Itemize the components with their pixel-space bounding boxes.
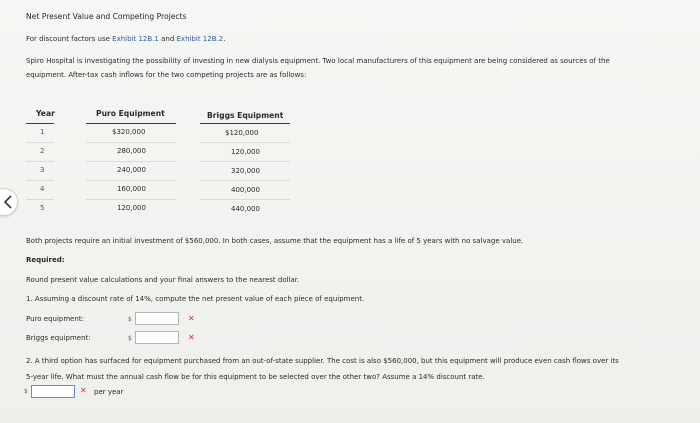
- table-row: [26, 200, 291, 219]
- x-mark-icon: ✕: [80, 386, 87, 395]
- question-2-line-1: 2. A third option has surfaced for equipment purchased from an out-of-state supplier. The cost is also $560,000, but this equipment will produce even cash flows over its: [26, 357, 619, 365]
- investment-note: Both projects require an initial investment of $560,000. In both cases, assume that the equipment has a life of 5 years with no salvage value.: [26, 237, 524, 245]
- subtitle-suffix: .: [223, 35, 226, 43]
- intro-line-1: Spiro Hospital is investigating the possibility of investing in new dialysis equipment. Two local manufacturers of this equipment are being considered as sources of the: [26, 57, 610, 65]
- exhibit-12b2-link[interactable]: Exhibit 12B.2: [176, 35, 224, 43]
- year-cell: 1: [40, 128, 45, 136]
- puro-npv-input[interactable]: [135, 312, 179, 325]
- intro-line-2: equipment. After-tax cash inflows for the two competing projects are as follows:: [26, 71, 307, 79]
- chevron-left-icon: [3, 195, 13, 209]
- puro-cell: 160,000: [117, 185, 146, 193]
- currency-symbol: $: [24, 388, 28, 395]
- puro-cell: $320,000: [112, 128, 146, 136]
- back-button[interactable]: [0, 188, 18, 216]
- puro-npv-label: Puro equipment:: [26, 315, 85, 323]
- question-2-line-2: 5-year life. What must the annual cash flow be for this equipment to be selected over the other two? Assume a 14% discount rate.: [26, 373, 485, 381]
- table-row: [26, 124, 291, 143]
- per-year-label: per year: [94, 388, 124, 396]
- x-mark-icon: ✕: [188, 314, 195, 323]
- required-heading: Required:: [26, 256, 65, 264]
- exhibit-12b1-link[interactable]: Exhibit 12B.1: [112, 35, 159, 43]
- puro-cell: 240,000: [117, 166, 146, 174]
- subtitle-prefix: For discount factors use: [26, 35, 113, 43]
- currency-symbol: $: [128, 335, 132, 342]
- briggs-cell: 320,000: [231, 167, 260, 175]
- currency-symbol: $: [128, 316, 132, 323]
- briggs-cell: 440,000: [231, 205, 260, 213]
- question-1: 1. Assuming a discount rate of 14%, compute the net present value of each piece of equipment.: [26, 295, 365, 303]
- briggs-npv-input[interactable]: [135, 331, 179, 344]
- page-title: Net Present Value and Competing Projects: [26, 12, 187, 21]
- puro-cell: 280,000: [117, 147, 146, 155]
- briggs-cell: 400,000: [231, 186, 260, 194]
- table-row: [26, 162, 291, 181]
- column-header-puro: Puro Equipment: [96, 109, 165, 118]
- column-header-year: Year: [36, 109, 55, 118]
- briggs-cell: 120,000: [231, 148, 260, 156]
- briggs-cell: $120,000: [225, 129, 259, 137]
- cash-inflows-table: [26, 103, 291, 233]
- year-cell: 5: [40, 204, 45, 212]
- table-row: [26, 181, 291, 200]
- annual-cash-flow-input[interactable]: [31, 385, 75, 398]
- table-row: [26, 143, 291, 162]
- rounding-instruction: Round present value calculations and your final answers to the nearest dollar.: [26, 276, 300, 284]
- briggs-npv-label: Briggs equipment:: [26, 334, 91, 342]
- year-cell: 4: [40, 185, 45, 193]
- year-cell: 2: [40, 147, 45, 155]
- discount-factors-note: [26, 35, 225, 43]
- x-mark-icon: ✕: [188, 333, 195, 342]
- puro-cell: 120,000: [117, 204, 146, 212]
- year-cell: 3: [40, 166, 45, 174]
- subtitle-middle: and: [158, 35, 177, 43]
- column-header-briggs: Briggs Equipment: [207, 111, 284, 120]
